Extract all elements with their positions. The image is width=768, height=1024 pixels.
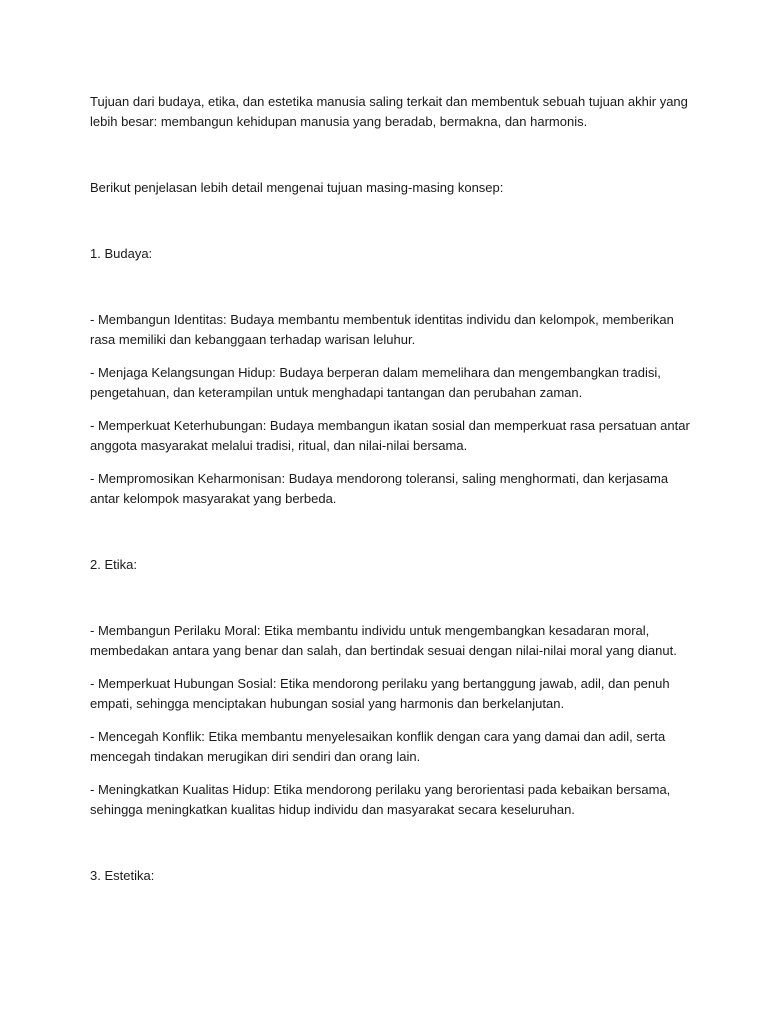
point-budaya-keterhubungan: - Memperkuat Keterhubungan: Budaya membangun ikatan sosial dan memperkuat rasa persatuan antar anggota masyarakat melalui tradisi, ritual, dan nilai-nilai bersama. — [90, 418, 690, 453]
point-budaya-keharmonisan: - Mempromosikan Keharmonisan: Budaya mendorong toleransi, saling menghormati, dan kerjasama antar kelompok masyarakat yang berbeda. — [90, 471, 669, 506]
intro-paragraph: Tujuan dari budaya, etika, dan estetika manusia saling terkait dan membentuk sebuah tujuan akhir yang lebih besar: membangun kehidupan manusia yang beradab, bermakna, dan harmonis. — [90, 94, 688, 129]
section-heading-estetika: 3. Estetika: — [90, 868, 155, 883]
point-budaya-kelangsungan: - Menjaga Kelangsungan Hidup: Budaya berperan dalam memelihara dan mengembangkan tradisi, pengetahuan, dan keterampilan untuk menghadapi tantangan dan perubahan zaman. — [90, 365, 661, 400]
point-etika-hubungan-sosial: - Memperkuat Hubungan Sosial: Etika mendorong perilaku yang bertanggung jawab, adil, dan penuh empati, sehingga menciptakan hubungan sosial yang harmonis dan berkelanjutan. — [90, 676, 670, 711]
document-page — [90, 92, 690, 932]
point-etika-perilaku-moral: - Membangun Perilaku Moral: Etika membantu individu untuk mengembangkan kesadaran moral, membedakan antara yang benar dan salah, dan bertindak sesuai dengan nilai-nilai moral yang dianut. — [90, 623, 677, 658]
point-etika-mencegah-konflik: - Mencegah Konflik: Etika membantu menyelesaikan konflik dengan cara yang damai dan adil, serta mencegah tindakan merugikan diri sendiri dan orang lain. — [90, 729, 666, 764]
point-budaya-identitas: - Membangun Identitas: Budaya membantu membentuk identitas individu dan kelompok, memberikan rasa memiliki dan kebanggaan terhadap warisan leluhur. — [90, 312, 674, 347]
section-heading-etika: 2. Etika: — [90, 557, 137, 572]
lead-paragraph: Berikut penjelasan lebih detail mengenai tujuan masing-masing konsep: — [90, 180, 504, 195]
section-heading-budaya: 1. Budaya: — [90, 246, 153, 261]
point-etika-kualitas-hidup: - Meningkatkan Kualitas Hidup: Etika mendorong perilaku yang berorientasi pada kebaikan bersama, sehingga meningkatkan kualitas hidup individu dan masyarakat secara keseluruhan. — [90, 782, 671, 817]
